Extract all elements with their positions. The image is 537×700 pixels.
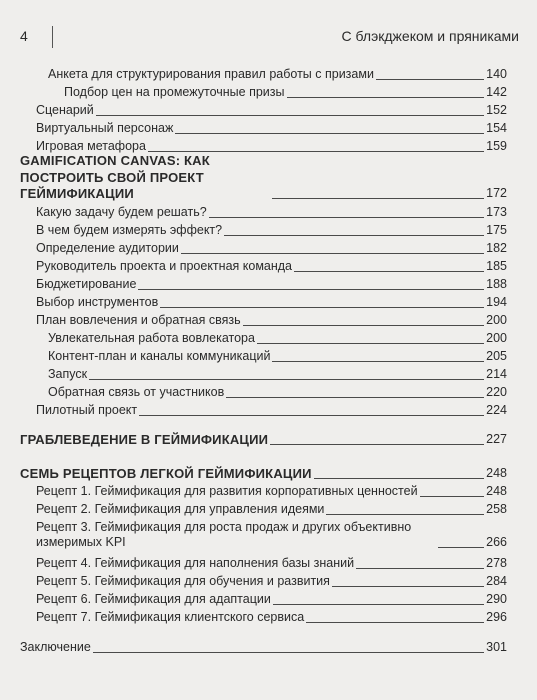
toc-entry[interactable] — [36, 99, 507, 119]
toc-entry-title: План вовлечения и обратная связь — [36, 313, 241, 328]
toc-entry[interactable] — [36, 291, 507, 311]
toc-entry-title: Рецепт 5. Геймификация для обучения и развития — [36, 574, 330, 589]
toc-entry-page: 224 — [486, 403, 507, 418]
toc-entry[interactable] — [36, 570, 507, 590]
toc-chapter-title: ГРАБЛЕВЕДЕНИЕ В ГЕЙМИФИКАЦИИ — [20, 431, 269, 447]
toc-leader — [93, 652, 484, 653]
toc-entry-page: 175 — [486, 223, 507, 238]
toc-entry-title: Рецепт 7. Геймификация клиентского сервиса — [36, 610, 305, 625]
toc-leader — [272, 361, 484, 362]
toc-entry-title: Виртуальный персонаж — [36, 121, 174, 136]
toc-leader — [306, 622, 484, 623]
toc-leader — [89, 379, 484, 380]
toc-entry[interactable] — [36, 588, 507, 608]
toc-leader — [175, 133, 484, 134]
toc-entry-title: Сценарий — [36, 103, 94, 118]
toc-leader — [224, 235, 484, 236]
toc-entry-title: Заключение — [20, 640, 91, 655]
toc-leader — [270, 444, 484, 445]
toc-entry-page: 266 — [486, 535, 507, 550]
toc-leader — [181, 253, 484, 254]
toc-entry[interactable] — [36, 237, 507, 257]
toc-entry-page: 278 — [486, 556, 507, 571]
toc-leader — [273, 604, 484, 605]
toc-leader — [226, 397, 484, 398]
toc-entry[interactable] — [36, 552, 507, 572]
toc-entry-page: 220 — [486, 385, 507, 400]
toc-entry[interactable] — [36, 255, 507, 275]
toc-leader — [209, 217, 484, 218]
toc-leader — [148, 151, 484, 152]
toc-chapter-title: СЕМЬ РЕЦЕПТОВ ЛЕГКОЙ ГЕЙМИФИКАЦИИ — [20, 465, 312, 481]
toc-entry[interactable] — [36, 515, 507, 551]
toc-entry-page: 205 — [486, 349, 507, 364]
toc-leader — [287, 97, 485, 98]
toc-leader — [294, 271, 484, 272]
toc-entry[interactable] — [36, 135, 507, 155]
toc-chapter[interactable] — [20, 428, 507, 448]
toc-entry-title: Игровая метафора — [36, 139, 146, 154]
toc-entry[interactable] — [36, 219, 507, 239]
toc-entry[interactable] — [36, 309, 507, 329]
toc-entry-title: Выбор инструментов — [36, 295, 159, 310]
toc-entry-page: 214 — [486, 367, 507, 382]
running-title: С блэкджеком и пряниками — [341, 28, 519, 44]
toc-entry-page: 301 — [486, 640, 507, 655]
toc-entry[interactable] — [20, 636, 507, 656]
toc-entry[interactable] — [36, 399, 507, 419]
toc-leader — [272, 198, 484, 199]
toc-entry-title: В чем будем измерять эффект? — [36, 223, 223, 238]
toc-leader — [314, 478, 484, 479]
toc-entry-page: 152 — [486, 103, 507, 118]
toc-entry-title: Анкета для структурирования правил работы с призами — [48, 67, 374, 82]
toc-entry-page: 296 — [486, 610, 507, 625]
toc-leader — [243, 325, 485, 326]
toc-entry-title: Контент-план и каналы коммуникаций — [48, 349, 271, 364]
toc-entry-title: Рецепт 1. Геймификация для развития корпоративных ценностей — [36, 484, 418, 499]
toc-entry-page: 290 — [486, 592, 507, 607]
toc-entry-title: Какую задачу будем решать? — [36, 205, 207, 220]
toc-leader — [420, 496, 485, 497]
toc-leader — [356, 568, 484, 569]
toc-entry-title: Рецепт 4. Геймификация для наполнения базы знаний — [36, 556, 355, 571]
toc-entry-title: Пилотный проект — [36, 403, 138, 418]
toc-leader — [96, 115, 484, 116]
toc-entry-page: 284 — [486, 574, 507, 589]
toc-chapter[interactable] — [20, 462, 507, 482]
toc-entry-title: Подбор цен на промежуточные призы — [64, 85, 285, 100]
toc-entry[interactable] — [48, 363, 507, 383]
toc-entry-page: 185 — [486, 259, 507, 274]
toc-entry-page: 188 — [486, 277, 507, 292]
toc-leader — [139, 415, 484, 416]
toc-entry[interactable] — [36, 606, 507, 626]
toc-leader — [257, 343, 484, 344]
toc-entry-title: Рецепт 3. Геймификация для роста продаж и других объективно измеримых KPI — [36, 519, 412, 550]
toc-entry[interactable] — [48, 345, 507, 365]
toc-entry-page: 142 — [486, 85, 507, 100]
toc-entry-title: Обратная связь от участников — [48, 385, 225, 400]
toc-entry-page: 173 — [486, 205, 507, 220]
toc-entry-page: 200 — [486, 331, 507, 346]
toc-entry-page: 258 — [486, 502, 507, 517]
toc-entry-title: Запуск — [48, 367, 88, 382]
toc-entry[interactable] — [36, 480, 507, 500]
toc-leader — [138, 289, 484, 290]
toc-entry-title: Бюджетирование — [36, 277, 137, 292]
toc-chapter[interactable] — [20, 153, 507, 202]
toc-entry-page: 140 — [486, 67, 507, 82]
toc-entry-page: 200 — [486, 313, 507, 328]
toc-entry-title: Рецепт 6. Геймификация для адаптации — [36, 592, 271, 607]
toc-entry-title: Рецепт 2. Геймификация для управления идеями — [36, 502, 325, 517]
toc-entry-page: 248 — [486, 466, 507, 481]
toc-leader — [438, 547, 484, 548]
toc-entry[interactable] — [36, 201, 507, 221]
toc-entry-page: 227 — [486, 432, 507, 447]
toc-entry[interactable] — [64, 81, 507, 101]
toc-leader — [160, 307, 484, 308]
toc-leader — [332, 586, 484, 587]
toc-entry[interactable] — [36, 117, 507, 137]
toc-chapter-title: GAMIFICATION CANVAS: КАК ПОСТРОИТЬ СВОЙ ПРОЕКТ ГЕЙМИФИКАЦИИ — [20, 153, 210, 201]
toc-entry-page: 182 — [486, 241, 507, 256]
toc-leader — [376, 79, 484, 80]
toc-entry-page: 154 — [486, 121, 507, 136]
toc-entry-title: Определение аудитории — [36, 241, 179, 256]
toc-entry[interactable] — [48, 327, 507, 347]
toc-entry[interactable] — [48, 381, 507, 401]
page-number: 4 — [20, 28, 28, 44]
toc-entry-page: 194 — [486, 295, 507, 310]
toc-entry-page: 159 — [486, 139, 507, 154]
toc-entry-title: Руководитель проекта и проектная команда — [36, 259, 293, 274]
toc-entry-page: 248 — [486, 484, 507, 499]
toc-entry[interactable] — [36, 273, 507, 293]
toc-entry[interactable] — [48, 63, 507, 83]
toc-entry-title: Увлекательная работа вовлекатора — [48, 331, 255, 346]
toc-entry-page: 172 — [486, 186, 507, 201]
